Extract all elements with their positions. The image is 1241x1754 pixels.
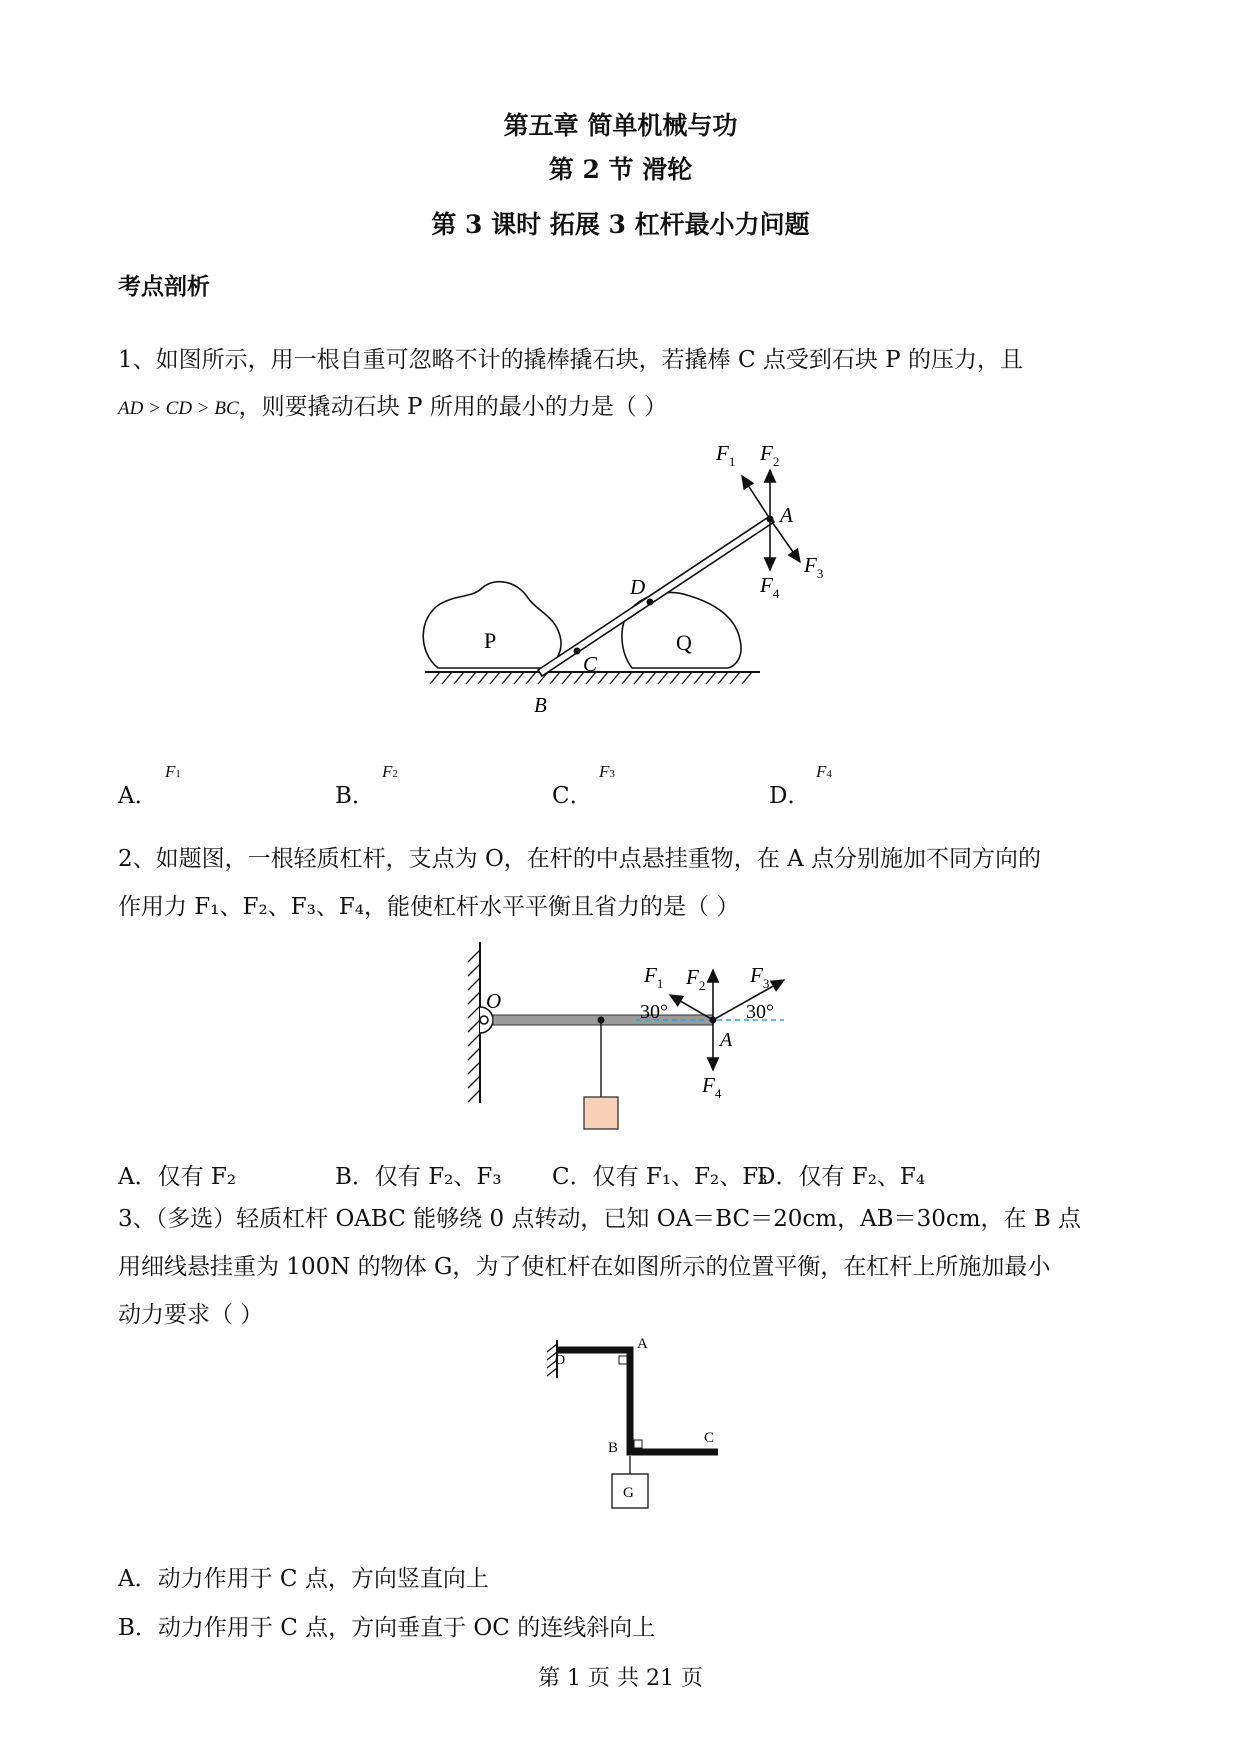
q2-option-c[interactable]: C．仅有 F₁、F₂、F₃ [552,1164,768,1190]
weight [584,1097,618,1129]
rock-p [423,582,561,668]
chapter-title: 第五章 简单机械与功 [503,111,738,140]
label-f2: $F_2$ [686,965,706,993]
label-f4: $F_4$ [760,573,780,601]
q1-option-c-value: F3 [599,762,615,781]
q1-option-b-value: F2 [382,762,398,781]
label-b: B [534,693,547,717]
label-f1: $F_1$ [716,441,736,469]
page-footer: 第 1 页 共 21 页 [538,1666,703,1691]
q3-figure [530,1330,760,1530]
q3-line2: 用细线悬挂重为 100N 的物体 G，为了使杠杆在如图所示的位置平衡，在杠杆上所施加最小 [118,1254,1051,1280]
section-heading: 考点剖析 [118,273,210,300]
q1-line1: 1、如图所示，用一根自重可忽略不计的撬棒撬石块，若撬棒 C 点受到石块 P 的压力，且 [118,347,1023,373]
wall-hatch [468,950,480,1102]
q2-option-a[interactable]: A．仅有 F₂ [118,1164,237,1190]
label-f1: $F_1$ [644,963,664,991]
q1-option-c[interactable]: C． [552,783,593,809]
q2-line2: 作用力 F₁、F₂、F₃、F₄，能使杠杆水平平衡且省力的是（ ） [118,894,740,920]
label-a: A [780,503,793,527]
label-angle-right: 30° [746,1001,774,1023]
label-f2: $F_2$ [760,441,780,469]
q3-option-b[interactable]: B．动力作用于 C 点，方向垂直于 OC 的连线斜向上 [118,1615,656,1641]
label-f3: $F_3$ [750,963,770,991]
label-a: A [720,1029,733,1051]
label-c: C [583,652,598,676]
q1-figure [400,430,840,720]
label-o: O [486,989,502,1013]
q1-option-d-value: F4 [816,762,832,781]
section-title: 第 2 节 滑轮 [548,155,693,184]
q2-figure [440,935,800,1135]
label-q: Q [676,630,692,655]
label-o: O [555,1353,566,1368]
q1-option-a[interactable]: A． [118,783,158,809]
label-p: P [484,628,497,653]
q1-line2 [118,393,667,423]
label-a: A [637,1336,648,1352]
q2-option-b[interactable]: B．仅有 F₂、F₃ [335,1164,502,1190]
q3-option-a[interactable]: A．动力作用于 C 点，方向竖直向上 [118,1566,489,1592]
label-f4: $F_4$ [702,1073,722,1101]
q3-line1: 3、（多选）轻质杠杆 OABC 能够绕 0 点转动，已知 OA＝BC＝20cm，AB＝30cm，在 B 点 [118,1206,1082,1232]
q2-line1: 2、如题图，一根轻质杠杆，支点为 O，在杆的中点悬挂重物，在 A 点分别施加不同方向的 [118,846,1042,872]
pivot-o [480,1016,488,1024]
q1-option-a-value: F1 [165,762,181,781]
point-d [647,599,654,606]
label-g: G [623,1485,634,1501]
q3-line3: 动力要求（ ） [118,1302,264,1328]
right-angle-b [634,1440,642,1448]
q1-option-d[interactable]: D． [769,783,811,809]
label-b: B [608,1440,619,1456]
label-f3: $F_3$ [804,553,824,581]
q1-condition: AD > CD > BC [118,398,239,419]
q2-option-d[interactable]: D．仅有 F₂、F₄ [757,1164,926,1190]
label-angle-left: 30° [640,1001,668,1023]
q1-line2-rest: ，则要撬动石块 P 所用的最小的力是（ ） [238,394,668,420]
label-c: C [704,1430,715,1446]
q1-option-b[interactable]: B． [335,783,375,809]
force-f1-arrow [742,476,770,519]
lever-oabc [557,1350,718,1452]
label-d: D [630,575,646,599]
lesson-title: 第 3 课时 拓展 3 杠杆最小力问题 [431,210,810,239]
right-angle-a [619,1356,627,1364]
point-c [574,648,581,655]
